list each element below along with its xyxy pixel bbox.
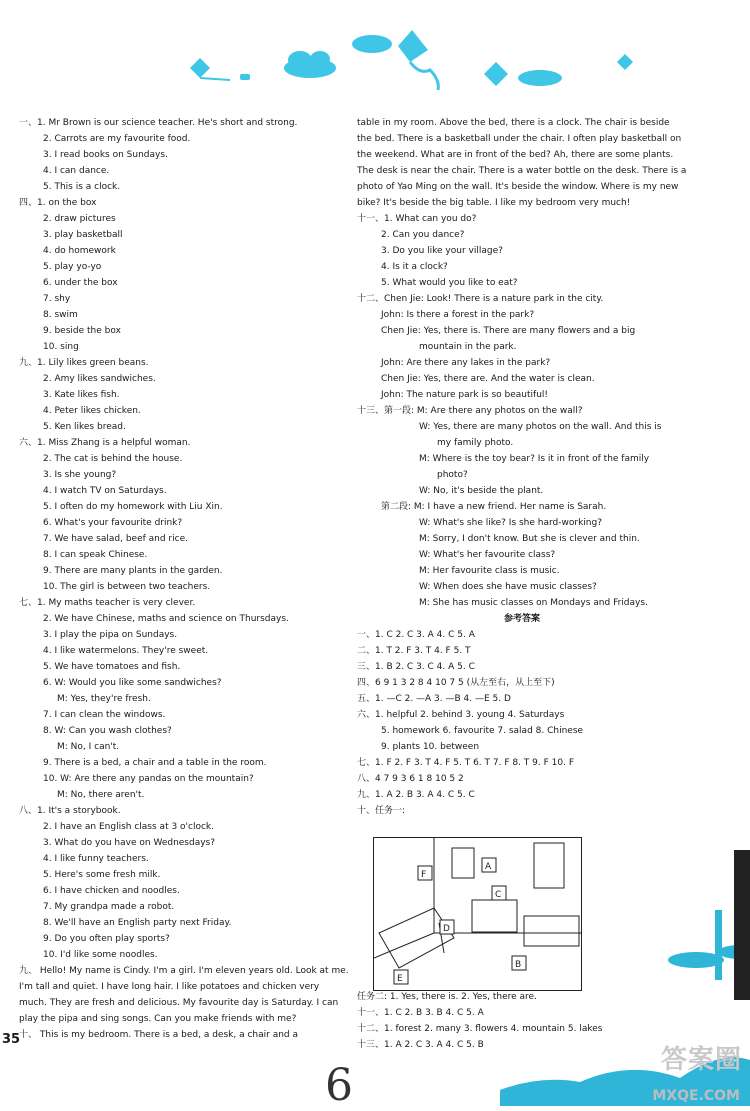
- answer-line: 七、1. My maths teacher is very clever.: [19, 598, 196, 608]
- answer-key-line: 七、1. F 2. F 3. T 4. F 5. T 6. T 7. F 8. T 9. F 10. F: [357, 758, 575, 768]
- answer-line: 2. Carrots are my favourite food.: [43, 134, 191, 144]
- answer-key-line: 四、6 9 1 3 2 8 4 10 7 5 (从左至右，从上至下): [357, 678, 555, 688]
- label-e: E: [397, 974, 403, 984]
- answer-line: 5. play yo-yo: [43, 262, 102, 272]
- answer-line: 5. This is a clock.: [43, 182, 121, 192]
- dialog-line: W: When does she have music classes?: [419, 582, 597, 592]
- answers-after-figure: [357, 989, 687, 1053]
- dialog-line: M: She has music classes on Mondays and Fridays.: [419, 598, 648, 608]
- answer-line: 5. Ken likes bread.: [43, 422, 126, 432]
- dialog-line: John: Are there any lakes in the park?: [381, 358, 551, 368]
- answer-line: 3. Kate likes fish.: [43, 390, 120, 400]
- answer-line: 9. There is a bed, a chair and a table in the room.: [43, 758, 267, 768]
- answer-line: 2. Can you dance?: [381, 230, 465, 240]
- answer-key-line: 六、1. helpful 2. behind 3. young 4. Saturdays: [357, 710, 565, 720]
- answer-line: 5. We have tomatoes and fish.: [43, 662, 181, 672]
- answer-key-line: 五、1. —C 2. —A 3. —B 4. —E 5. D: [357, 694, 511, 704]
- answer-line: 8. W: Can you wash clothes?: [43, 726, 172, 736]
- dialog-line: M: Sorry, I don't know. But she is clever and thin.: [419, 534, 640, 544]
- answer-line: 10. sing: [43, 342, 79, 352]
- answer-line: 10. The girl is between two teachers.: [43, 582, 211, 592]
- dialog-line: mountain in the park.: [419, 342, 517, 352]
- answer-key-line: 5. homework 6. favourite 7. salad 8. Chinese: [381, 726, 584, 736]
- dialog-line: 十三、第一段: M: Are there any photos on the wall?: [357, 406, 583, 416]
- answer-line: 10. I'd like some noodles.: [43, 950, 158, 960]
- answer-line: 7. I can clean the windows.: [43, 710, 166, 720]
- page-edge-shadow: [734, 850, 750, 1000]
- answer-line: 2. The cat is behind the house.: [43, 454, 183, 464]
- answer-key-line: 十二、1. forest 2. many 3. flowers 4. mountain 5. lakes: [357, 1024, 603, 1034]
- answer-key-line: 二、1. T 2. F 3. T 4. F 5. T: [357, 646, 471, 656]
- answer-key-line: 九、1. A 2. B 3. A 4. C 5. C: [357, 790, 475, 800]
- answer-line: 3. What do you have on Wednesdays?: [43, 838, 216, 848]
- dialog-line: Chen Jie: Yes, there is. There are many flowers and a big: [381, 326, 636, 336]
- label-c: C: [495, 890, 502, 900]
- room-drawing: [374, 838, 581, 990]
- dialog-line: 十二、Chen Jie: Look! There is a nature park in the city.: [357, 294, 604, 304]
- answer-line: 6. W: Would you like some sandwiches?: [43, 678, 222, 688]
- dialog-line: W: Yes, there are many photos on the wall. And this is: [419, 422, 662, 432]
- passage-cindy: 九、 Hello! My name is Cindy. I'm a girl. I'm eleven years old. Look at me. I'm tall and quiet. I have long hair. I like potatoes and chicken very much. They are fresh and delicious. My favourite day is Saturday. I can play the pipa and sing songs. Can you make friends with me?: [19, 966, 349, 1024]
- handwritten-mark: 6: [325, 1060, 353, 1111]
- answer-line: 3. Is she young?: [43, 470, 117, 480]
- answer-key-line: 任务二: 1. Yes, there is. 2. Yes, there are.: [357, 992, 537, 1002]
- answers-title: 参考答案: [503, 614, 540, 624]
- kite-icon: [617, 54, 633, 70]
- cloud-icon: [284, 51, 336, 78]
- dialog-line: W: What's she like? Is she hard-working?: [419, 518, 602, 528]
- watermark-url: MXQE.COM: [652, 1088, 740, 1104]
- answer-line: 5. Here's some fresh milk.: [43, 870, 161, 880]
- dialog-line: photo?: [437, 470, 468, 480]
- left-column: [19, 115, 349, 1043]
- answer-line: M: Yes, they're fresh.: [57, 694, 151, 704]
- answer-line: 3. Do you like your village?: [381, 246, 503, 256]
- answer-line: 4. Is it a clock?: [381, 262, 448, 272]
- dialog-line: John: The nature park is so beautiful!: [381, 390, 549, 400]
- answer-key-line: 9. plants 10. between: [381, 742, 480, 752]
- room-illustration: [373, 837, 582, 991]
- answer-line: 6. under the box: [43, 278, 118, 288]
- watermark-logo: 答案圈: [660, 1045, 742, 1075]
- kite-icon: [190, 58, 250, 80]
- dialog-line: M: Her favourite class is music.: [419, 566, 560, 576]
- header-decoration: [0, 0, 750, 110]
- kite-icon: [352, 30, 438, 90]
- dialog-line: 第二段: M: I have a new friend. Her name is Sarah.: [381, 502, 607, 512]
- answer-line: 8. I can speak Chinese.: [43, 550, 148, 560]
- answer-line: 6. What's your favourite drink?: [43, 518, 183, 528]
- answer-line: M: No, there aren't.: [57, 790, 145, 800]
- dialog-line: John: Is there a forest in the park?: [381, 310, 535, 320]
- answer-line: 7. shy: [43, 294, 71, 304]
- answer-line: 2. We have Chinese, maths and science on Thursdays.: [43, 614, 289, 624]
- kite-icon: [484, 62, 562, 86]
- answer-line: 9. Do you often play sports?: [43, 934, 170, 944]
- dialog-line: M: Where is the toy bear? Is it in front of the family: [419, 454, 650, 464]
- answer-line: 4. do homework: [43, 246, 116, 256]
- passage-bedroom-continued: table in my room. Above the bed, there is a clock. The chair is beside the bed. There is a basketball under the chair. I often play basketball on the weekend. What are in front of the bed? Ah, there are some plants. The desk is near the chair. There is a water bottle on the desk. There is a photo of Yao Ming on the wall. It's beside the window. Where is my new bike? It's beside the big table. I like my bedroom very much!: [357, 118, 687, 208]
- answer-key-line: 十、任务一:: [357, 806, 406, 816]
- answer-line: 2. draw pictures: [43, 214, 116, 224]
- answer-line: 6. I have chicken and noodles.: [43, 886, 180, 896]
- answer-line: 2. Amy likes sandwiches.: [43, 374, 156, 384]
- answer-line: 4. I watch TV on Saturdays.: [43, 486, 167, 496]
- answer-key-line: 十三、1. A 2. C 3. A 4. C 5. B: [357, 1040, 484, 1050]
- answer-line: 9. There are many plants in the garden.: [43, 566, 223, 576]
- answer-line: 2. I have an English class at 3 o'clock.: [43, 822, 214, 832]
- answer-line: M: No, I can't.: [57, 742, 120, 752]
- answer-key-line: 一、1. C 2. C 3. A 4. C 5. A: [357, 630, 475, 640]
- answer-line: 8. swim: [43, 310, 78, 320]
- answer-line: 四、1. on the box: [19, 198, 97, 208]
- answer-line: 4. Peter likes chicken.: [43, 406, 141, 416]
- answer-line: 九、1. Lily likes green beans.: [19, 358, 149, 368]
- dialog-line: W: What's her favourite class?: [419, 550, 556, 560]
- dialog-line: my family photo.: [437, 438, 514, 448]
- answer-line: 10. W: Are there any pandas on the mountain?: [43, 774, 254, 784]
- answer-key-line: 十一、1. C 2. B 3. B 4. C 5. A: [357, 1008, 484, 1018]
- dialog-line: W: No, it's beside the plant.: [419, 486, 544, 496]
- label-b: B: [515, 960, 522, 970]
- passage-bedroom-start: 十、 This is my bedroom. There is a bed, a desk, a chair and a: [19, 1030, 298, 1040]
- answer-line: 4. I can dance.: [43, 166, 110, 176]
- label-a: A: [485, 862, 492, 872]
- answer-line: 5. What would you like to eat?: [381, 278, 518, 288]
- answer-line: 8. We'll have an English party next Friday.: [43, 918, 232, 928]
- page-number: 35: [2, 1032, 21, 1047]
- answer-line: 十一、1. What can you do?: [357, 214, 477, 224]
- answer-line: 5. I often do my homework with Liu Xin.: [43, 502, 223, 512]
- answer-key-line: 八、4 7 9 3 6 1 8 10 5 2: [357, 774, 464, 784]
- answer-line: 六、1. Miss Zhang is a helpful woman.: [19, 438, 191, 448]
- answer-line: 4. I like funny teachers.: [43, 854, 149, 864]
- answer-line: 一、1. Mr Brown is our science teacher. He's short and strong.: [19, 118, 298, 128]
- answer-line: 3. play basketball: [43, 230, 123, 240]
- answer-line: 4. I like watermelons. They're sweet.: [43, 646, 209, 656]
- right-column: [357, 115, 687, 819]
- answer-line: 7. My grandpa made a robot.: [43, 902, 175, 912]
- answer-key-line: 三、1. B 2. C 3. C 4. A 5. C: [357, 662, 475, 672]
- dialog-line: Chen Jie: Yes, there are. And the water is clean.: [381, 374, 595, 384]
- answer-line: 7. We have salad, beef and rice.: [43, 534, 188, 544]
- answer-line: 9. beside the box: [43, 326, 121, 336]
- label-f: F: [421, 870, 427, 880]
- answer-line: 八、1. It's a storybook.: [19, 806, 121, 816]
- answer-line: 3. I play the pipa on Sundays.: [43, 630, 178, 640]
- room-labels: [394, 858, 526, 984]
- answer-line: 3. I read books on Sundays.: [43, 150, 168, 160]
- label-d: D: [443, 924, 450, 934]
